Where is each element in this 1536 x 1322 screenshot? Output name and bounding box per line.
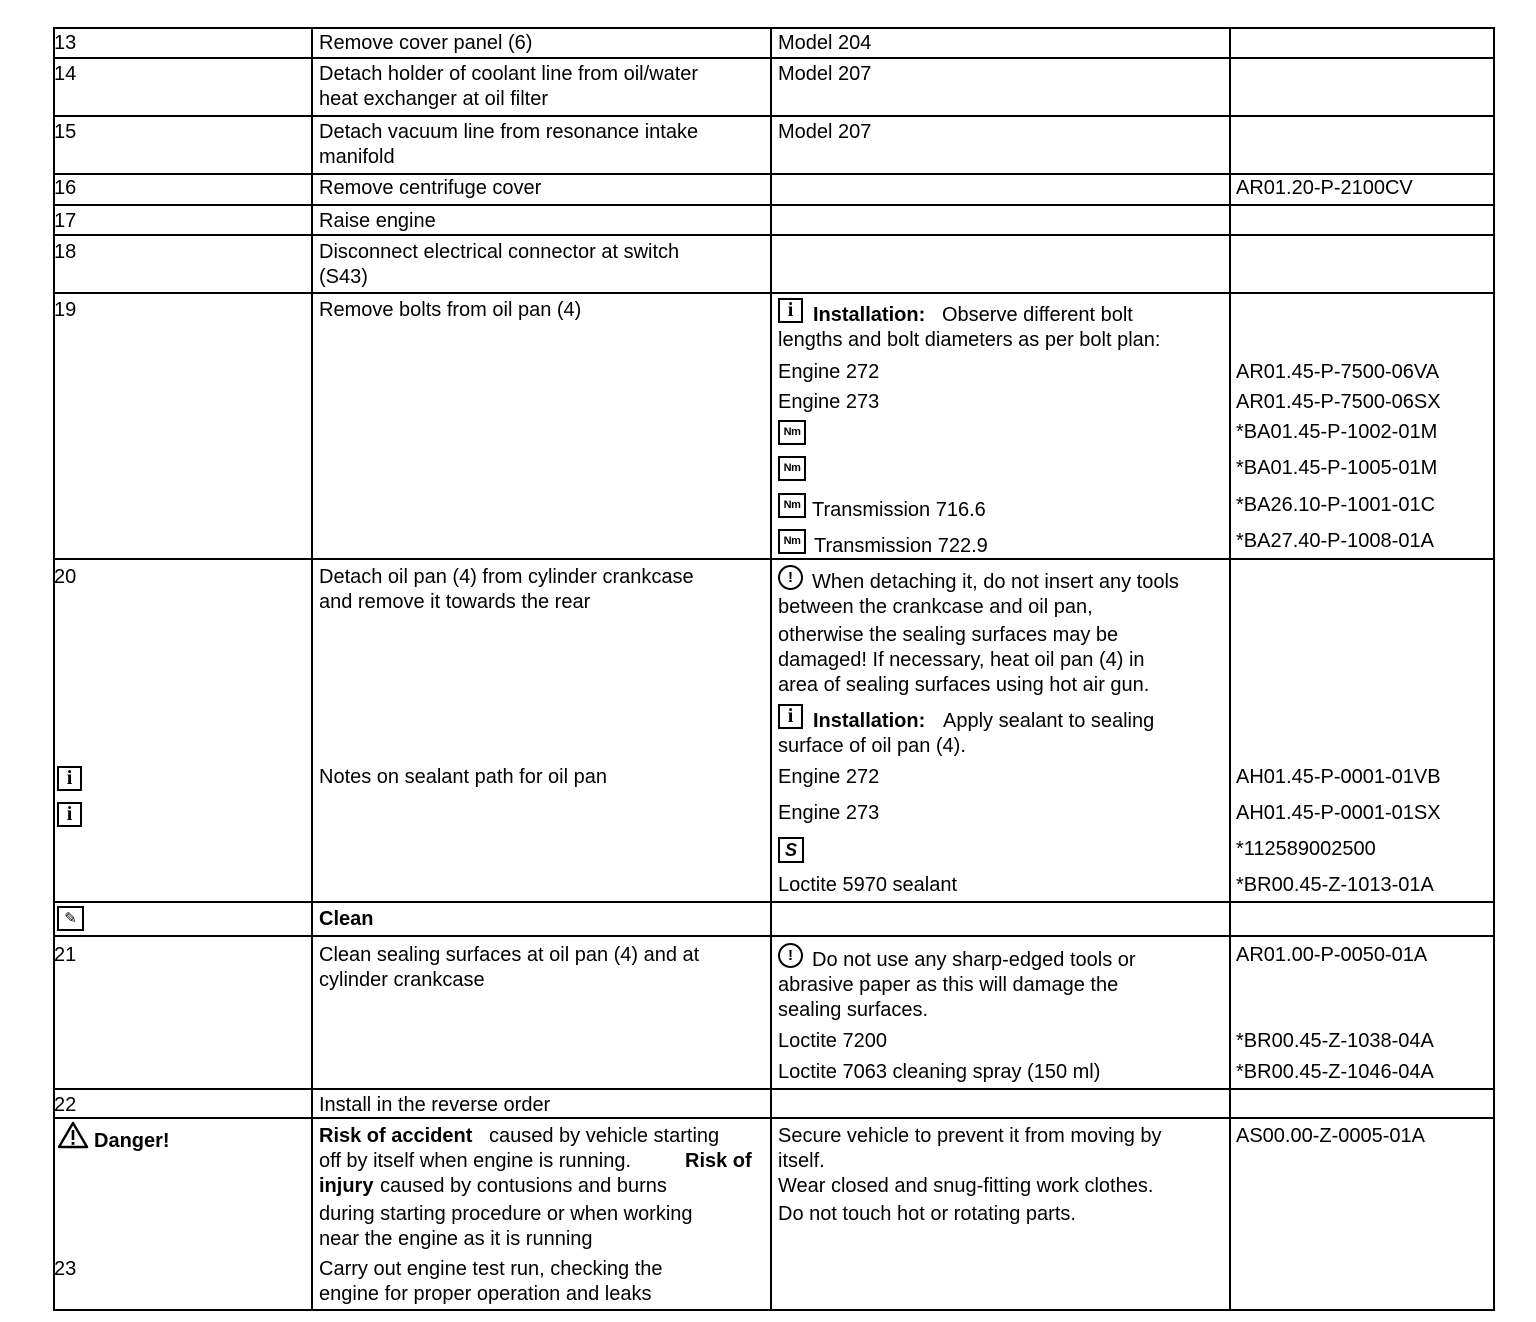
engine-label: Engine 272 — [778, 766, 880, 788]
engine-label: Engine 272 — [778, 361, 880, 383]
info-icon: i — [57, 802, 82, 827]
safety-note: Wear closed and snug-fitting work clothes. — [778, 1175, 1154, 1197]
doc-reference: *BA27.40-P-1008-01A — [1236, 530, 1434, 552]
step-action: engine for proper operation and leaks — [319, 1283, 652, 1305]
danger-text: Risk of — [685, 1150, 752, 1172]
step-action: Carry out engine test run, checking the — [319, 1258, 663, 1280]
transmission-label: Transmission 722.9 — [814, 535, 988, 557]
row-divider — [53, 558, 1495, 560]
caution-text: Do not use any sharp-edged tools or — [812, 949, 1136, 971]
section-heading: Clean — [319, 908, 374, 930]
danger-text: Risk of accident — [319, 1125, 473, 1147]
doc-reference: AR01.00-P-0050-01A — [1236, 944, 1428, 966]
danger-label: Danger! — [94, 1130, 170, 1152]
step-number: 17 — [54, 210, 77, 232]
row-divider — [53, 204, 1495, 206]
danger-text: during starting procedure or when working — [319, 1203, 693, 1225]
safety-note: Do not touch hot or rotating parts. — [778, 1203, 1076, 1225]
step-action: Clean sealing surfaces at oil pan (4) and at — [319, 944, 700, 966]
step-note: Model 204 — [778, 32, 872, 54]
torque-icon: Nm — [778, 456, 806, 481]
step-number: 20 — [54, 566, 77, 588]
doc-reference: *BA26.10-P-1001-01C — [1236, 494, 1436, 516]
procedure-table — [53, 27, 1495, 1311]
row-divider — [53, 292, 1495, 294]
step-action: (S43) — [319, 266, 368, 288]
danger-text: near the engine as it is running — [319, 1228, 593, 1250]
step-number: 15 — [54, 121, 77, 143]
step-action: cylinder crankcase — [319, 969, 485, 991]
step-number: 18 — [54, 241, 77, 263]
installation-text: surface of oil pan (4). — [778, 735, 966, 757]
clean-icon: ✎ — [57, 906, 84, 931]
engine-label: Engine 273 — [778, 802, 880, 824]
step-action: Detach holder of coolant line from oil/water — [319, 63, 699, 85]
danger-text: injury — [319, 1175, 374, 1197]
row-divider — [53, 1117, 1495, 1119]
doc-reference: AS00.00-Z-0005-01A — [1236, 1125, 1426, 1147]
caution-icon: ! — [778, 565, 803, 590]
torque-icon: Nm — [778, 420, 806, 445]
step-action: Remove cover panel (6) — [319, 32, 533, 54]
step-action: heat exchanger at oil filter — [319, 88, 549, 110]
step-number: 23 — [54, 1258, 77, 1280]
doc-reference: AR01.45-P-7500-06VA — [1236, 361, 1440, 383]
row-divider — [53, 57, 1495, 59]
step-action: Detach vacuum line from resonance intake — [319, 121, 699, 143]
doc-reference: *112589002500 — [1236, 838, 1376, 860]
step-action: and remove it towards the rear — [319, 591, 591, 613]
doc-reference: *BA01.45-P-1002-01M — [1236, 421, 1438, 443]
doc-reference: *BR00.45-Z-1046-04A — [1236, 1061, 1434, 1083]
info-icon: i — [778, 704, 803, 729]
step-action: Install in the reverse order — [319, 1094, 551, 1116]
installation-text: Observe different bolt — [942, 304, 1133, 326]
caution-text: sealing surfaces. — [778, 999, 929, 1021]
row-divider — [53, 901, 1495, 903]
row-divider — [53, 935, 1495, 937]
row-divider — [53, 1088, 1495, 1090]
installation-text: lengths and bolt diameters as per bolt plan: — [778, 329, 1161, 351]
torque-icon: Nm — [778, 529, 806, 554]
step-action: Detach oil pan (4) from cylinder crankcase — [319, 566, 694, 588]
special-tool-icon: S — [778, 837, 804, 863]
caution-text: otherwise the sealing surfaces may be — [778, 624, 1119, 646]
step-action: Raise engine — [319, 210, 436, 232]
info-icon: i — [57, 766, 82, 791]
row-divider — [53, 173, 1495, 175]
step-number: 13 — [54, 32, 77, 54]
doc-reference: *BR00.45-Z-1013-01A — [1236, 874, 1434, 896]
row-divider — [53, 27, 1495, 29]
caution-text: damaged! If necessary, heat oil pan (4) in — [778, 649, 1145, 671]
notes-text: Notes on sealant path for oil pan — [319, 766, 607, 788]
torque-icon: Nm — [778, 493, 806, 518]
row-divider — [53, 234, 1495, 236]
danger-text: caused by contusions and burns — [380, 1175, 667, 1197]
step-action: Remove centrifuge cover — [319, 177, 542, 199]
doc-reference: AH01.45-P-0001-01SX — [1236, 802, 1441, 824]
step-action: Disconnect electrical connector at switch — [319, 241, 680, 263]
sealant-label: Loctite 5970 sealant — [778, 874, 958, 896]
info-icon: i — [778, 298, 803, 323]
loctite-label: Loctite 7063 cleaning spray (150 ml) — [778, 1061, 1101, 1083]
step-number: 14 — [54, 63, 77, 85]
warning-icon — [57, 1121, 89, 1149]
caution-text: between the crankcase and oil pan, — [778, 596, 1093, 618]
caution-text: When detaching it, do not insert any tools — [812, 571, 1179, 593]
installation-label: Installation: — [813, 710, 926, 732]
doc-reference: AH01.45-P-0001-01VB — [1236, 766, 1441, 788]
caution-text: abrasive paper as this will damage the — [778, 974, 1119, 996]
doc-reference: AR01.20-P-2100CV — [1236, 177, 1413, 199]
installation-label: Installation: — [813, 304, 926, 326]
transmission-label: Transmission 716.6 — [812, 499, 986, 521]
caution-icon: ! — [778, 943, 803, 968]
engine-label: Engine 273 — [778, 391, 880, 413]
step-number: 22 — [54, 1094, 77, 1116]
table-border-bottom — [53, 1309, 1495, 1311]
step-number: 19 — [54, 299, 77, 321]
doc-reference: *BR00.45-Z-1038-04A — [1236, 1030, 1434, 1052]
doc-reference: AR01.45-P-7500-06SX — [1236, 391, 1441, 413]
step-number: 16 — [54, 177, 77, 199]
step-action: Remove bolts from oil pan (4) — [319, 299, 582, 321]
installation-text: Apply sealant to sealing — [943, 710, 1155, 732]
safety-note: itself. — [778, 1150, 825, 1172]
danger-text: caused by vehicle starting — [489, 1125, 720, 1147]
caution-text: area of sealing surfaces using hot air gun. — [778, 674, 1150, 696]
step-note: Model 207 — [778, 121, 872, 143]
doc-reference: *BA01.45-P-1005-01M — [1236, 457, 1438, 479]
safety-note: Secure vehicle to prevent it from moving by — [778, 1125, 1162, 1147]
step-action: manifold — [319, 146, 395, 168]
row-divider — [53, 115, 1495, 117]
loctite-label: Loctite 7200 — [778, 1030, 887, 1052]
danger-text: off by itself when engine is running. — [319, 1150, 632, 1172]
step-note: Model 207 — [778, 63, 872, 85]
step-number: 21 — [54, 944, 77, 966]
